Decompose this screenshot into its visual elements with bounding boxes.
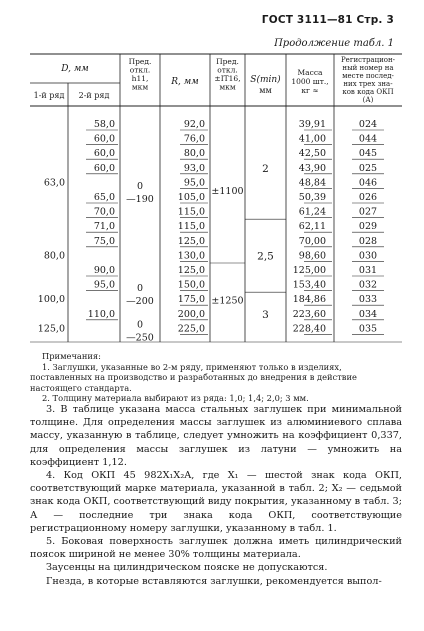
cell-r: 125,0 — [177, 265, 205, 276]
header-t16: откл. — [217, 65, 238, 75]
cell-mass: 70,00 — [298, 235, 326, 247]
cell-t16: ±1100 — [211, 186, 244, 197]
cell-mass: 41,00 — [298, 133, 326, 145]
header-d-mm: D, мм — [61, 64, 89, 74]
cell-d1: 125,0 — [37, 323, 65, 335]
cell-d1: 63,0 — [43, 177, 65, 189]
cell-mass: 39,91 — [298, 119, 326, 130]
cell-reg: 033 — [358, 294, 378, 306]
cell-s: 2,5 — [257, 250, 274, 263]
cell-h11: —190 — [126, 194, 154, 205]
header-reg-number: ков кода ОКП — [342, 88, 394, 96]
cell-mass: 50,39 — [298, 192, 326, 203]
cell-r: 175,0 — [177, 294, 205, 306]
cell-d2: 65,0 — [93, 192, 115, 203]
cell-d2: 110,0 — [87, 308, 115, 320]
header-row-1: 1-й ряд — [33, 91, 65, 100]
cell-reg: 034 — [358, 308, 378, 320]
cell-reg: 027 — [358, 206, 378, 218]
cell-mass: 61,24 — [298, 206, 326, 218]
note-2: 2. Толщину материала выбирают из ряда: 1,0; 1,4; 2,0; 3 мм. — [42, 393, 309, 404]
paragraph-4: 4. Код ОКП 45 982X₁X₂A, где X₁ — шестой знак кода ОКП, соответствующий марке материала, указанной в табл. 2; X₂ — седьмой знак кода ОКП, соответствующий виду покрытия, указанному в табл. 3; А — последние три знака кода ОКП, соответствующие регистрационному номеру заглушки, указанному в табл. 1. — [30, 470, 402, 534]
header-reg-number: месте послед- — [342, 72, 394, 80]
header-s-unit: мм — [259, 86, 272, 95]
cell-mass: 223,60 — [292, 308, 326, 320]
cell-mass: 153,40 — [292, 279, 326, 291]
cell-d1: 100,0 — [37, 294, 65, 306]
cell-d2: 70,0 — [93, 206, 115, 218]
cell-r: 200,0 — [177, 308, 205, 320]
cell-r: 225,0 — [177, 323, 205, 335]
cell-mass: 184,86 — [292, 294, 326, 306]
notes-title: Примечания: — [42, 351, 101, 361]
cell-reg: 025 — [358, 162, 378, 174]
header-h11: h11, — [131, 74, 149, 83]
cell-h11: 0 — [136, 283, 144, 295]
cell-reg: 028 — [358, 235, 378, 247]
header-h11: откл. — [129, 65, 151, 75]
paragraph-7: Гнезда, в которые вставляются заглушки, рекомендуется выпол- — [46, 575, 382, 587]
cell-reg: 035 — [358, 323, 378, 335]
header-s-min: S(min) — [250, 75, 281, 85]
header-reg-number: них трех зна- — [343, 80, 393, 88]
header-reg-number: Регистрацион- — [340, 56, 396, 64]
cell-reg: 029 — [358, 221, 378, 233]
cell-h11: 0 — [136, 181, 144, 192]
header-t16: мкм — [219, 82, 236, 92]
cell-d2: 95,0 — [93, 279, 115, 291]
header-t16: ±IT16, — [214, 74, 241, 83]
cell-r: 93,0 — [183, 162, 205, 174]
header-t16: Пред. — [216, 57, 239, 66]
cell-d2: 60,0 — [93, 162, 115, 174]
note-1: 1. Заглушки, указанные во 2-м ряду, применяют только в изделиях, поставленных на производство и разработанных до внедрения в действие настоящего стандарта. — [30, 361, 357, 393]
paragraph-3: 3. В таблице указана масса стальных заглушек при минимальной толщине. Для определения массы заглушек из алюминиевого сплава массу, указанную в таблице, следует умножить на коэффициент 0,337, для определения массы заглушек из латуни — умножить на коэффициент 1,12. — [30, 404, 402, 468]
notes-section — [30, 351, 400, 404]
cell-reg: 046 — [358, 177, 378, 189]
cell-mass: 228,40 — [292, 323, 326, 335]
cell-reg: 030 — [358, 250, 378, 262]
cell-reg: 044 — [358, 133, 378, 145]
cell-d1: 80,0 — [43, 250, 65, 262]
header-reg-number: ный номер на — [342, 64, 394, 72]
cell-s: 2 — [262, 163, 269, 176]
cell-reg: 026 — [358, 192, 378, 203]
header-reg-number: (А) — [362, 96, 374, 104]
table-continuation-label: Продолжение табл. 1 — [274, 38, 394, 49]
paragraph-5: 5. Боковая поверхность заглушек должна иметь цилиндрический поясок шириной не менее 30% толщины материала. — [30, 536, 402, 561]
header-mass: кг ≈ — [301, 86, 319, 95]
header-h11: Пред. — [128, 57, 152, 66]
paragraph-6: Заусенцы на цилиндрическом пояске не допускаются. — [46, 562, 328, 574]
header-mass: 1000 шт., — [291, 77, 329, 86]
cell-mass: 42,50 — [298, 148, 326, 160]
cell-reg: 031 — [358, 265, 378, 276]
cell-d2: 58,0 — [93, 119, 115, 130]
header-h11: мкм — [131, 82, 149, 92]
cell-mass: 125,00 — [292, 265, 326, 276]
page-header: ГОСТ 3111—81 Стр. 3 — [261, 14, 394, 26]
cell-r: 105,0 — [177, 192, 205, 203]
cell-r: 130,0 — [177, 250, 205, 262]
cell-h11: —250 — [126, 332, 154, 344]
header-row-2: 2-й ряд — [78, 91, 110, 100]
cell-r: 92,0 — [183, 119, 205, 130]
cell-reg: 032 — [358, 279, 378, 291]
cell-d2: 60,0 — [93, 133, 115, 145]
cell-d2: 71,0 — [93, 221, 115, 233]
cell-r: 115,0 — [177, 221, 205, 233]
header-mass: Масса — [297, 68, 323, 77]
cell-mass: 43,90 — [298, 162, 326, 174]
cell-reg: 024 — [358, 119, 378, 130]
cell-mass: 98,60 — [298, 250, 326, 262]
body-text — [30, 403, 402, 588]
cell-h11: 0 — [136, 319, 144, 331]
cell-mass: 48,84 — [298, 177, 326, 189]
cell-r: 115,0 — [177, 206, 205, 218]
cell-d2: 60,0 — [93, 148, 115, 160]
cell-t16: ±1250 — [211, 295, 244, 307]
cell-d2: 90,0 — [93, 265, 115, 276]
cell-h11: —200 — [126, 296, 154, 308]
cell-r: 76,0 — [183, 133, 205, 145]
cell-r: 125,0 — [177, 235, 205, 247]
header-r-mm: R, мм — [171, 77, 199, 87]
cell-r: 80,0 — [183, 148, 205, 160]
cell-s: 3 — [262, 309, 269, 322]
cell-r: 150,0 — [177, 279, 205, 291]
cell-r: 95,0 — [183, 177, 205, 189]
cell-mass: 62,11 — [298, 221, 326, 233]
cell-d2: 75,0 — [93, 235, 115, 247]
cell-reg: 045 — [358, 148, 378, 160]
